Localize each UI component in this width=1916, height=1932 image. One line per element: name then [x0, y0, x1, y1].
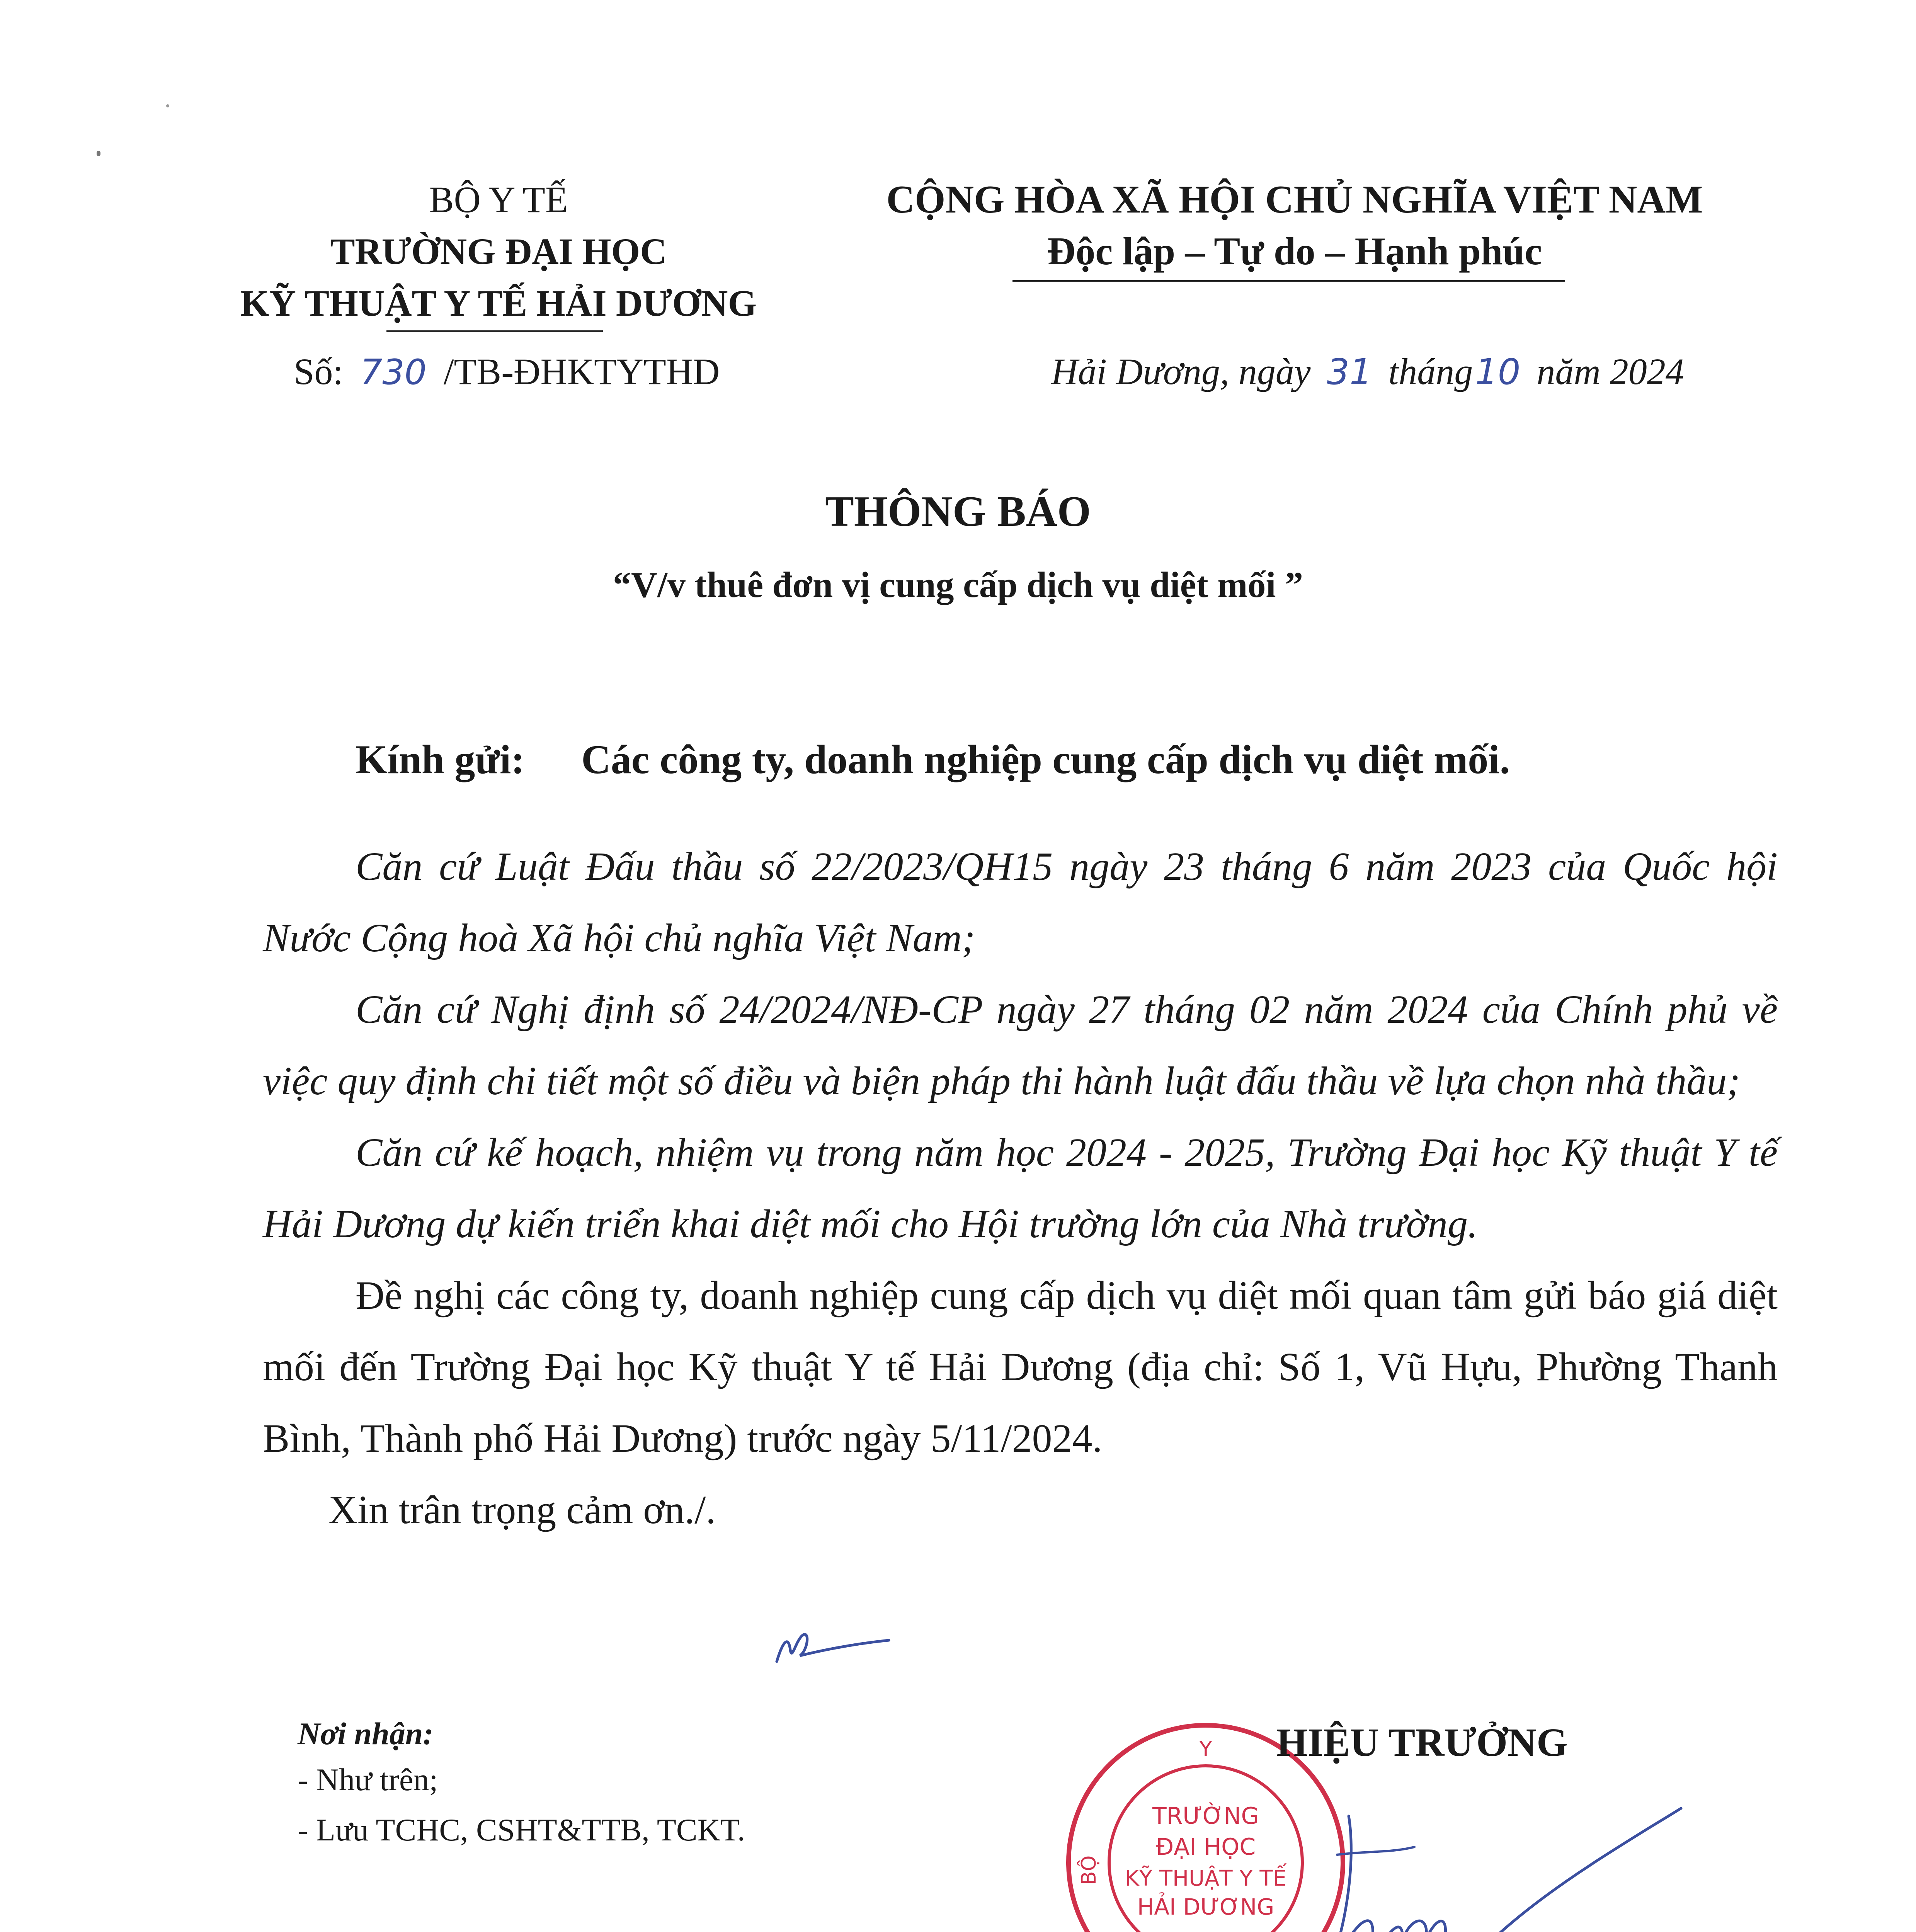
seal-line3: KỸ THUẬT Y TẾ [1125, 1866, 1286, 1891]
number-suffix: /TB-ĐHKTYTHD [443, 351, 720, 392]
document-subject: “V/v thuê đơn vị cung cấp dịch vụ diệt mối ” [613, 565, 1303, 605]
school-name-line1: TRƯỜNG ĐẠI HỌC [330, 231, 667, 272]
recipient-item: - Lưu TCHC, CSHT&TTB, TCKT. [298, 1812, 745, 1847]
addressee-value: Các công ty, doanh nghiệp cung cấp dịch vụ diệt mối. [581, 737, 1510, 782]
motto-underline [1012, 280, 1565, 282]
recipients-block [298, 1716, 916, 1852]
recipients-heading: Nơi nhận: [298, 1716, 434, 1751]
basis-plan: Căn cứ kế hoạch, nhiệm vụ trong năm học 2024 - 2025, Trường Đại học Kỹ thuật Y tế Hải Dương dự kiến triển khai diệt mối cho Hội trường lớn của Nhà trường. [263, 1130, 1778, 1246]
request-paragraph: Đề nghị các công ty, doanh nghiệp cung cấp dịch vụ diệt mối quan tâm gửi báo giá diệt mối đến Trường Đại học Kỹ thuật Y tế Hải Dương (địa chỉ: Số 1, Vũ Hựu, Phường Thanh Bình, Thành phố Hải Dương) trước ngày 5/11/2024. [263, 1273, 1778, 1461]
header-left [193, 174, 804, 329]
scan-speck [166, 104, 169, 107]
date-line [1051, 346, 1747, 398]
document-title: THÔNG BÁO [825, 488, 1091, 536]
school-name-line2: KỸ THUẬT Y TẾ HẢI DƯƠNG [240, 282, 757, 324]
date-month-label: tháng [1388, 351, 1473, 392]
closing-thanks [263, 1474, 1778, 1546]
addressee-label: Kính gửi: [356, 737, 525, 782]
document-body [263, 831, 1778, 1546]
national-motto: Độc lập – Tự do – Hạnh phúc [1047, 230, 1542, 273]
closing-text: Xin trân trọng cảm ơn./. [328, 1488, 716, 1532]
seal-line4: HẢI DƯƠNG [1137, 1894, 1274, 1920]
recipient-item: - Như trên; [298, 1762, 438, 1797]
seal-ring-left: BỘ [1077, 1855, 1101, 1885]
date-day: 31 [1327, 351, 1372, 393]
addressee [356, 736, 1824, 783]
ministry-name: BỘ Y TẾ [429, 179, 568, 220]
signer-title: HIỆU TRƯỞNG [1276, 1720, 1568, 1765]
header-left-underline [386, 330, 603, 332]
country-name: CỘNG HÒA XÃ HỘI CHỦ NGHĨA VIỆT NAM [886, 178, 1703, 221]
scan-speck [97, 151, 100, 156]
seal-line2: ĐẠI HỌC [1155, 1833, 1256, 1861]
seal-ring-top: Y [1199, 1737, 1212, 1761]
date-place: Hải Dương, ngày [1051, 351, 1311, 392]
document-number [294, 346, 835, 398]
handwritten-signature [1314, 1785, 1700, 1932]
basis-law: Căn cứ Luật Đấu thầu số 22/2023/QH15 ngày 23 tháng 6 năm 2023 của Quốc hội Nước Cộng hoà Xã hội chủ nghĩa Việt Nam; [263, 844, 1778, 960]
seal-line1: TRƯỜNG [1152, 1803, 1259, 1830]
date-year: năm 2024 [1537, 351, 1684, 392]
date-month: 10 [1475, 351, 1521, 393]
number-handwritten: 730 [360, 352, 427, 393]
number-prefix: Số: [294, 351, 344, 392]
basis-decree: Căn cứ Nghị định số 24/2024/NĐ-CP ngày 27 tháng 02 năm 2024 của Chính phủ về việc quy định chi tiết một số điều và biện pháp thi hành luật đấu thầu về lựa chọn nhà thầu; [263, 987, 1778, 1103]
initials-mark [773, 1627, 897, 1669]
